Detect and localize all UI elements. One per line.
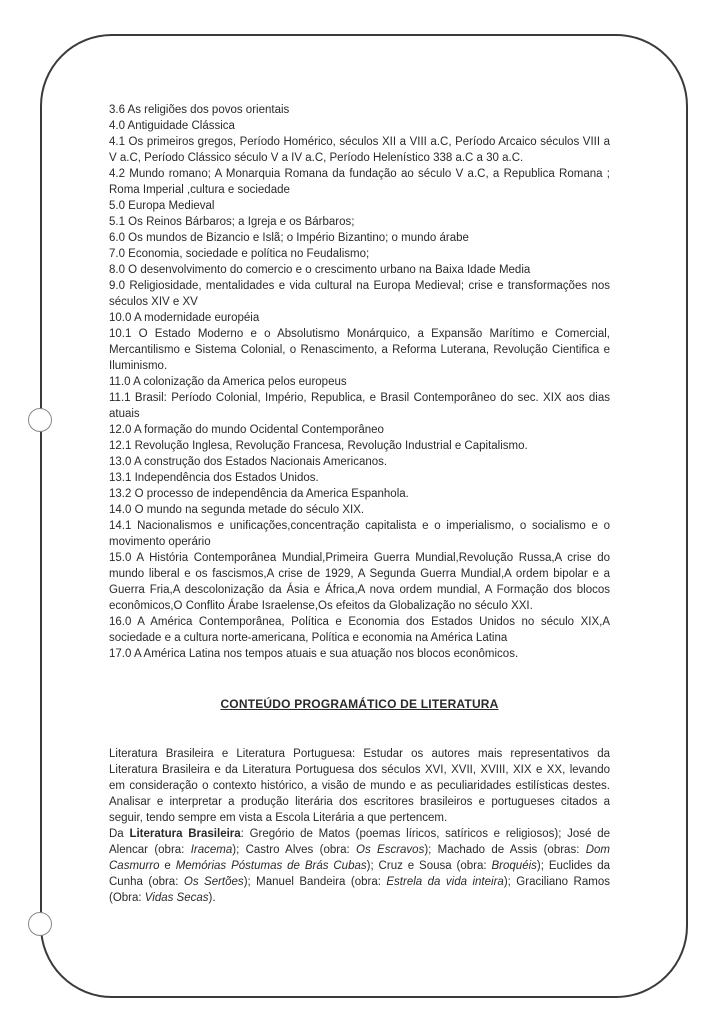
topic-line: 4.1 Os primeiros gregos, Período Homérico, séculos XII a VIII a.C, Período Arcaico séculos VIII a V a.C, Período Clássico século V a IV a.C, Período Helenístico 338 a.C a 30 a.C. [109, 136, 610, 164]
work-title: Dom Casmurro [109, 844, 611, 872]
work-title: Broquéis [491, 860, 537, 872]
text-run: ); Machado de Assis (obras: [424, 844, 586, 856]
topic-line: 17.0 A América Latina nos tempos atuais e sua atuação nos blocos econômicos. [109, 648, 519, 660]
text-run: ); Castro Alves (obra: [232, 844, 356, 856]
text-run: : Gregório de Matos (poemas líricos, satíricos e religiosos); José de Alencar (obra: [109, 828, 610, 856]
text-run: ); Euclides da Cunha (obra: [109, 860, 611, 888]
work-title: Os Sertões [183, 876, 244, 888]
topic-line: 8.0 O desenvolvimento do comercio e o crescimento urbano na Baixa Idade Media [109, 264, 531, 276]
topic-line: 12.1 Revolução Inglesa, Revolução Francesa, Revolução Industrial e Capitalismo. [109, 440, 528, 452]
literature-section [109, 746, 610, 906]
topic-line: 16.0 A América Contemporânea, Política e Economia dos Estados Unidos no século XIX,A sociedade e a cultura norte-americana, Política e economia na América Latina [109, 616, 610, 644]
brazilian-literature-paragraph [109, 826, 610, 906]
literature-section-heading: CONTEÚDO PROGRAMÁTICO DE LITERATURA [220, 697, 499, 711]
text-run: e [159, 860, 176, 872]
topic-line: 7.0 Economia, sociedade e política no Feudalismo; [109, 248, 370, 260]
topic-line: 11.0 A colonização da America pelos europeus [109, 376, 347, 388]
work-title: Estrela da vida inteira [386, 876, 504, 888]
text-run: ); Manuel Bandeira (obra: [243, 876, 387, 888]
topic-line: 3.6 As religiões dos povos orientais [109, 104, 290, 116]
topic-line: 5.1 Os Reinos Bárbaros; a Igreja e os Bárbaros; [109, 216, 355, 228]
topic-line: 15.0 A História Contemporânea Mundial,Primeira Guerra Mundial,Revolução Russa,A crise do mundo liberal e os fascismos,A crise de 1929, A Segunda Guerra Mundial,A ordem bipolar e a Guerra Fria,A descolonização da Ásia e África,A nova ordem mundial, A Formação dos blocos econômicos,O Conflito Árabe Israelense,Os efeitos da Globalização no século XXI. [109, 552, 610, 612]
topic-line: 4.0 Antiguidade Clássica [109, 120, 235, 132]
topic-line: 9.0 Religiosidade, mentalidades e vida cultural na Europa Medieval; crise e transformações nos séculos XIV e XV [109, 280, 610, 308]
literature-intro-paragraph: Literatura Brasileira e Literatura Portuguesa: Estudar os autores mais representativos da Literatura Brasileira e da Literatura Portuguesa dos séculos XVI, XVII, XVIII, XIX e XX, levando em consideração o contexto histórico, a visão de mundo e as peculiaridades estilísticas destes. Analisar e interpretar a produção literária dos escritores brasileiros e portugueses citados a seguir, tendo sempre em vista a Escola Literária a que pertencem. [109, 748, 610, 824]
document-content [109, 102, 610, 906]
topic-line: 13.0 A construção dos Estados Nacionais Americanos. [109, 456, 388, 468]
punch-hole-lower [28, 912, 52, 936]
work-title: Os Escravos [356, 844, 425, 856]
topic-line: 11.1 Brasil: Período Colonial, Império, Republica, e Brasil Contemporâneo do sec. XIX aos dias atuais [109, 392, 610, 420]
text-run: ); Graciliano Ramos (Obra: [109, 876, 610, 904]
topic-line: 13.2 O processo de independência da America Espanhola. [109, 488, 409, 500]
topic-line: 6.0 Os mundos de Bizancio e Islã; o Império Bizantino; o mundo árabe [109, 232, 469, 244]
topic-line: 14.1 Nacionalismos e unificações,concentração capitalista e o imperialismo, o socialismo e o movimento operário [109, 520, 610, 548]
work-title: Memórias Póstumas de Brás Cubas [175, 860, 367, 872]
topic-line: 10.0 A modernidade européia [109, 312, 260, 324]
text-run: Da [109, 828, 130, 840]
topic-line: 14.0 O mundo na segunda metade do século XIX. [109, 504, 365, 516]
topic-line: 10.1 O Estado Moderno e o Absolutismo Monárquico, a Expansão Marítimo e Comercial, Mercantilismo e Sistema Colonial, o Renascimento, a Reforma Luterana, Revolução Cientifica e Iluminismo. [109, 328, 610, 372]
history-topic-list [109, 102, 610, 662]
topic-line: 13.1 Independência dos Estados Unidos. [109, 472, 319, 484]
text-run: ). [208, 892, 216, 904]
work-title: Iracema [190, 844, 233, 856]
brazilian-literature-label: Literatura Brasileira [129, 828, 241, 840]
topic-line: 12.0 A formação do mundo Ocidental Contemporâneo [109, 424, 384, 436]
text-run: ); Cruz e Sousa (obra: [366, 860, 492, 872]
topic-line: 4.2 Mundo romano; A Monarquia Romana da fundação ao século V a.C, a Republica Romana ; Roma Imperial ,cultura e sociedade [109, 168, 610, 196]
punch-hole-upper [28, 408, 52, 432]
work-title: Vidas Secas [144, 892, 209, 904]
topic-line: 5.0 Europa Medieval [109, 200, 215, 212]
